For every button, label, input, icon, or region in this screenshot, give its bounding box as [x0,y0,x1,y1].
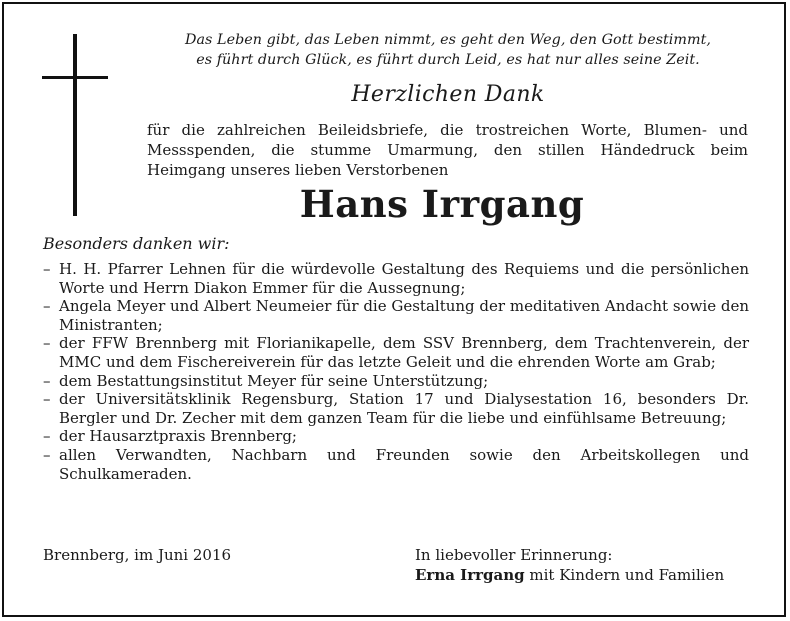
list-bullet: – [43,334,51,353]
list-item [43,297,749,334]
motto-line-1: Das Leben gibt, das Leben nimmt, es geht den Weg, den Gott bestimmt, [184,32,712,48]
intro-text: für die zahlreichen Beileidsbriefe, die trostreichen Worte, Blumen- und Messspenden, die stumme Umarmung, den stillen Händedruck beim Heimgang unseres lieben Verstorbenen [147,121,748,179]
list-item-text: der Universitätsklinik Regensburg, Station 17 und Dialysestation 16, besonders Dr. Bergler und Dr. Zecher mit dem ganzen Team für die liebe und einfühlsame Betreuung; [59,390,749,427]
list-item-text: H. H. Pfarrer Lehnen für die würdevolle Gestaltung des Requiems und die persönlichen Worte und Herrn Diakon Emmer für die Aussegnung; [59,260,749,297]
motto-verse [148,30,748,70]
cross-vertical-bar [73,34,77,216]
special-thanks-heading: Besonders danken wir: [43,234,230,253]
list-item-text: allen Verwandten, Nachbarn und Freunden sowie den Arbeitskollegen und Schulkameraden. [59,445,749,483]
deceased-name: Hans Irrgang [299,182,585,226]
signoff-family: mit Kindern und Familien [524,566,725,584]
list-item [43,372,749,391]
cross-horizontal-bar [42,76,108,79]
list-bullet: – [43,260,51,278]
list-bullet: – [43,371,51,390]
signoff-family-line [415,565,724,585]
list-bullet: – [43,390,51,409]
signoff-line: In liebevoller Erinnerung: [415,546,613,564]
list-item [43,334,749,371]
list-item [43,260,749,297]
list-item-text: der FFW Brennberg mit Florianikapelle, dem SSV Brennberg, dem Trachtenverein, der MMC und dem Fischereiverein für das letzte Geleit und die ehrenden Worte am Grab; [59,334,749,371]
list-item-text: der Hausarztpraxis Brennberg; [59,427,297,446]
list-bullet: – [43,297,51,316]
signoff-name: Erna Irrgang [415,566,525,584]
list-item [43,446,749,483]
list-bullet: – [43,427,51,446]
list-bullet: – [43,445,51,464]
thanks-title: Herzlichen Dank [351,82,545,107]
motto-line-2: es führt durch Glück, es führt durch Leid, es hat nur alles seine Zeit. [196,52,700,68]
place-and-date: Brennberg, im Juni 2016 [43,546,232,564]
list-item [43,427,749,446]
thanks-list [43,260,749,483]
signoff [415,545,724,585]
list-item-text: dem Bestattungsinstitut Meyer für seine Unterstützung; [59,371,489,390]
list-item [43,390,749,427]
list-item-text: Angela Meyer und Albert Neumeier für die Gestaltung der meditativen Andacht sowie den Ministranten; [59,297,749,334]
